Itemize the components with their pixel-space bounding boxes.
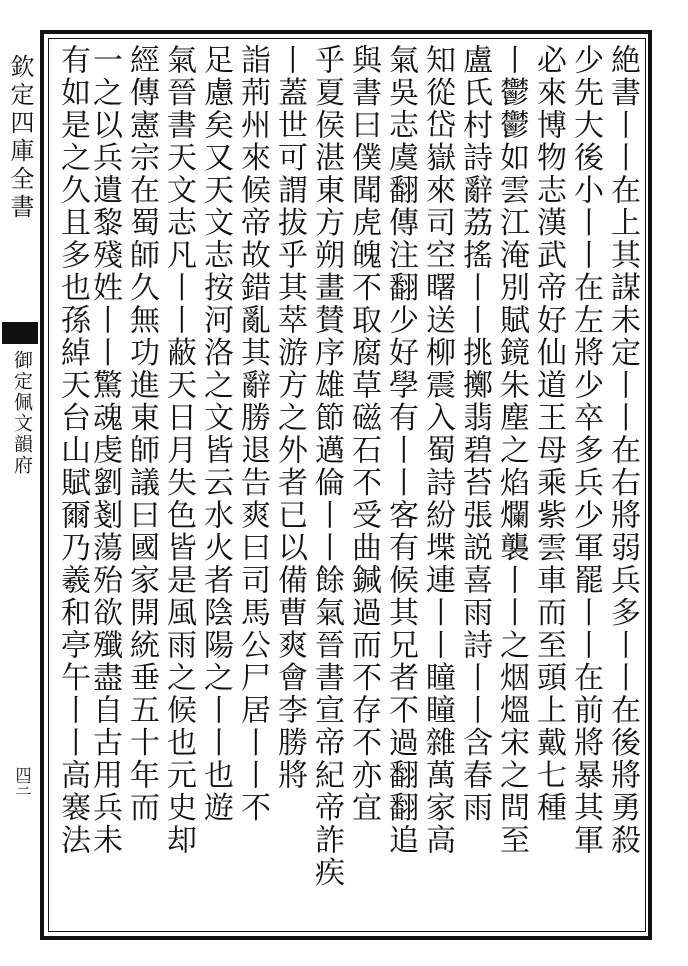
text-column: 少先大後小丨丨在左將少卒多兵少軍罷丨丨在前將暴其軍 bbox=[568, 44, 603, 857]
text-column: 必來博物志漢武帝好仙道王母乘紫雲車而至頭上戴七種 bbox=[531, 44, 566, 824]
page-number: 四三 bbox=[13, 766, 32, 794]
text-column: 絶書丨丨在上其謀未定丨丨在右將弱兵多丨丨在後將勇殺 bbox=[605, 44, 640, 857]
text-column: 丨鬱鬱如雲江淹別賦鏡朱塵之焰爛襲丨丨之烟熅宋之問至 bbox=[494, 44, 529, 857]
text-column: 有如是之久且多也孫綽天台山賦爾乃羲和亭午丨丨高褰法 bbox=[55, 44, 90, 857]
text-column: 乎夏侯湛東方朔畫賛序雄節邁倫丨丨餘氣晉書宣帝紀帝詐疾 bbox=[309, 44, 344, 889]
text-column: 經傳憲宗在蜀師久無功進東師議曰國家開統垂五十年而 bbox=[124, 44, 159, 824]
text-column: 氣晉書天文志凡丨丨蔽天日月失色皆是風雨之候也元史却 bbox=[161, 44, 196, 857]
margin-fishtail-mark bbox=[2, 322, 38, 344]
text-column: 盧氏村詩辭荔搖丨丨挑擲翡碧苔張説喜雨詩丨丨含春雨 bbox=[457, 44, 492, 824]
text-column: 與書曰僕聞虎魄不取腐草磁石不受曲鍼過而不存不亦宜 bbox=[346, 44, 381, 824]
text-column: 知從岱嶽來司空曙送柳震入蜀詩紛堞連丨丨瞳瞳雜萬家高 bbox=[420, 44, 455, 857]
text-column: 丨蓋世可謂拔乎其萃游方之外者已以備曹爽會李勝將 bbox=[272, 44, 307, 792]
text-column: 一之以兵遺黎殘姓丨丨驚魂虔劉剗蕩殆欲殲盡自古用兵未 bbox=[87, 44, 122, 857]
text-column: 足慮矣又天文志按河洛之文皆云水火者陰陽之丨丨也遊 bbox=[198, 44, 233, 824]
text-column: 詣荊州來候帝故錯亂其辭勝退告爽曰司馬公尸居丨丨不 bbox=[235, 44, 270, 824]
book-title: 欽定四庫全書 bbox=[6, 54, 34, 222]
text-column: 氣吳志虞翻傳注翻少好學有丨丨客有候其兄者不過翻翻追 bbox=[383, 44, 418, 857]
section-title: 御定佩文韻府 bbox=[11, 350, 33, 476]
book-margin bbox=[0, 30, 40, 940]
